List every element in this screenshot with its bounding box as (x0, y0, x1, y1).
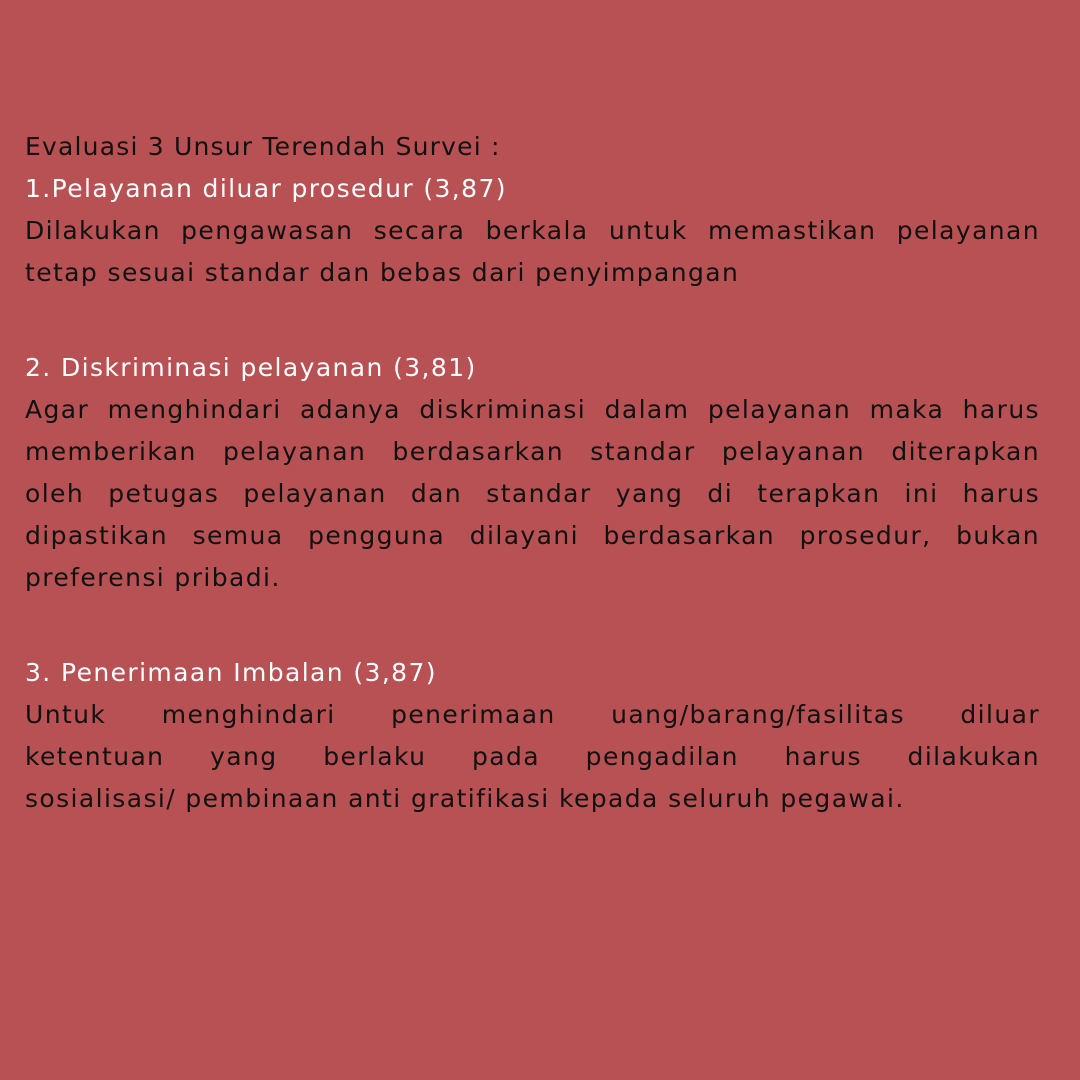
section-1-line-1: Dilakukan pengawasan secara berkala untuk memastikan pelayanan (25, 216, 1040, 245)
section-3-heading: 3. Penerimaan Imbalan (3,87) (25, 658, 437, 687)
section-2-line-5: preferensi pribadi. (25, 563, 281, 592)
section-3-line-1: Untuk menghindari penerimaan uang/barang/fasilitas diluar (25, 700, 1040, 729)
section-1-body (25, 210, 1040, 294)
section-3-body (25, 694, 1040, 820)
section-3 (25, 652, 1040, 820)
section-1-line-2: tetap sesuai standar dan bebas dari penyimpangan (25, 258, 740, 287)
slide-title: Evaluasi 3 Unsur Terendah Survei : (25, 132, 501, 161)
section-2-line-3: oleh petugas pelayanan dan standar yang di terapkan ini harus (25, 479, 1040, 508)
section-2-line-1: Agar menghindari adanya diskriminasi dalam pelayanan maka harus (25, 395, 1040, 424)
section-1-heading: 1.Pelayanan diluar prosedur (3,87) (25, 174, 507, 203)
section-2-heading: 2. Diskriminasi pelayanan (3,81) (25, 353, 477, 382)
section-2-line-4: dipastikan semua pengguna dilayani berdasarkan prosedur, bukan (25, 521, 1040, 550)
section-3-line-3: sosialisasi/ pembinaan anti gratifikasi kepada seluruh pegawai. (25, 784, 905, 813)
section-2-line-2: memberikan pelayanan berdasarkan standar pelayanan diterapkan (25, 437, 1040, 466)
section-2-body (25, 389, 1040, 599)
slide-content (25, 126, 1040, 820)
section-1 (25, 168, 1040, 294)
section-3-line-2: ketentuan yang berlaku pada pengadilan harus dilakukan (25, 742, 1040, 771)
section-2 (25, 347, 1040, 599)
